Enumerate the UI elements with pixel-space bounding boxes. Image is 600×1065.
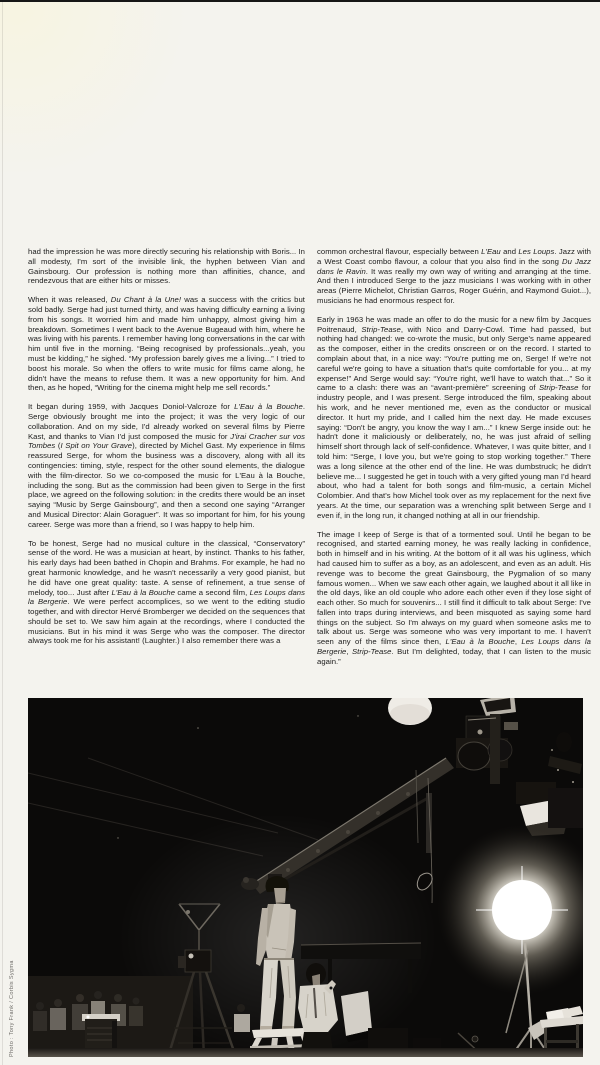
paragraph: It began during 1959, with Jacques Doniol-Valcroze for L'Eau à la Bouche. Serge obviously brought me into the project; it was the very logic of our collaboration. And on my side, I'd already worked on several films by Pierre Kast, and thanks to Vian I'd just composed the music for J'irai Cracher sur vos Tombes (I Spit on Your Grave), directed by Michel Gast. My experience in films reassured Serge, for whom the business was a discovery, along with all its contingencies: timing, style, respect for the other sound elements, the dialogue with the film-director. So we co-composed the music for L'Eau à la Bouche, including the song. But as the commission had been given to Serge in the first place, we agreed on the following solution: in the credits there would be an inset saying “Music by Serge Gainsbourg”, and then a second one saying “Arranger and Musical Director: Alain Goraguer”. It was so important for him, for his young career. Serge was more than a friend, so I was happy to help him. [28,402,306,529]
paragraph: had the impression he was more directly securing his relationship with Boris... In all modesty, I'm sort of the invisible link, the hyphen between Vian and Gainsbourg. Our profession is nothing more than affinities, chance, and rendezvous that are either hits or misses. [28,247,305,286]
white-shirt [298,984,338,1032]
film-set-photo [28,698,583,1057]
paragraph: The image I keep of Serge is that of a tormented soul. Until he began to be recognised, and started earning money, he was really lacking in confidence, both in himself and in his writing. At the bottom of it all was his ugliness, which had caused him to suffer as a boy, as an adolescent, and even as an adult. His revenge was to become the great Gainsbourg, the Pygmalion of so many famous women... When we saw each other again, we laughed about it all like in the old days, like an old couple who adore each other even if they lose sight of each other. So much for souvenirs... I still find it difficult to talk about Serge: I've fallen into traps during interviews, and been misquoted as saying some hard things on the subject. So I'm always on my guard when someone asks me to talk about us. Serge was someone who was very important to me. I haven't seen any of the films since then, L'Eau à la Bouche, Les Loups dans la Bergerie, Strip-Tease. But I'm delighted, today, that I can listen to the music again.” [317,529,591,666]
paragraph: When it was released, Du Chant à la Une! was a success with the critics but sold badly. Serge had just turned thirty, and was having difficulty earning a living from his songs. It worried him and made him unhappy, almost giving him a breakdown. Sometimes I went back to the Avenue Bugeaud with him, where he was living with his parents. I remember having long conversations in the car with him until five in the morning. “Being recognised by professionals...yeah, you must be kidding,” he sighed. “My profession barely gives me a living...” I tried to boost his morale. So when the offers to write music for films came along, he didn't have the means to refuse them. It was a new opportunity for him. And then, as he hoped, “Writing for the cinema might help me sell records.” [28,295,305,393]
text-column-right [317,247,591,667]
floor-strip [28,1048,583,1057]
face [274,888,286,904]
page-top-border [0,0,600,2]
scan-edge-line [2,2,3,1065]
text-column-left [28,247,305,646]
paragraph: To be honest, Serge had no musical culture in the classical, “Conservatory” sense of the word. He was a musician at heart, by instinct. Thanks to his father, his early days had been bathed in Chopin and Brahms. For example, he had no great harmonic knowledge, and he wasn't necessarily a very good pianist, but he did have one great quality: taste. A sense of refinement, a true sense of melody, too... Just after L'Eau à la Bouche came a second film, Les Loups dans la Bergerie. We were perfect accomplices, so we went to the editing studio together, and with director Hervé Bromberger we decided on the sequences that should be set to. We saw him again at the recordings, where I conducted the musicians. But in his mind it was Serge who was the composer. The director always took me for his assistant! (Laughter.) I also remember there was a [28,538,305,646]
photo-credit-vertical: Photo : Tony Frank / Corbis Sygma [9,960,15,1057]
film-set-photo-art [28,698,583,1057]
paragraph: common orchestral flavour, especially between L'Eau and Les Loups. Jazz with a West Coast combo flavour, a colour that you also find in the song Du Jazz dans le Ravin. It was really my own way of writing and arranging at the time. And then I introduced Serge to the jazz musicians I was working with in other areas (Pierre Michelot, Christian Garros, Roger Guérin, and Raymond Guiot...), musicians he had enormous respect for. [317,247,592,305]
paragraph: Early in 1963 he was made an offer to do the music for a new film by Jacques Poitrenaud, Strip-Tease, with Nico and Darry-Cowl. Time had passed, but nothing had changed: we co-wrote the music, but only Serge's name appeared as the composer, either in the credits onscreen or on the record. I started to complain about that, in a nice way: “You're putting me on, Serge! If we're not careful we're going to have a situation that's quite comfortable for you... at my expense!” And Serge would say: “You're right, we'll have to watch that...” So it came to a clash: there was an “avant-première” screening of Strip-Tease for industry people, and I was present. Serge introduced the film, speaking about his work, and he never mentioned me, even as the conductor or musical director. It hurt my pride, and I called him the next day. He made excuses saying: “Don't be angry, you know the way I am...” I knew Serge inside out: he hadn't done it maliciously or deliberately, no, he was just afraid of selling himself short through lack of self-confidence. Whatever, I was quite bitter, and I told him: “Serge, I love you, but we're going to stop working together.” There was a long silence at the other end of the line. He was dumbstruck; he didn't believe me... I suggested he get in touch with a very gifted young man I'd heard about, who had a talent for both songs and film-music, a certain Michel Colombier. And that's how Michel took over as my replacement for the next five years. At the time, our separation was a wrenching split between Serge and I even if, in the long run, it changed nothing at all in our friendship. [317,314,592,520]
wristwatch [330,987,333,990]
tripod-head-box [185,950,211,972]
